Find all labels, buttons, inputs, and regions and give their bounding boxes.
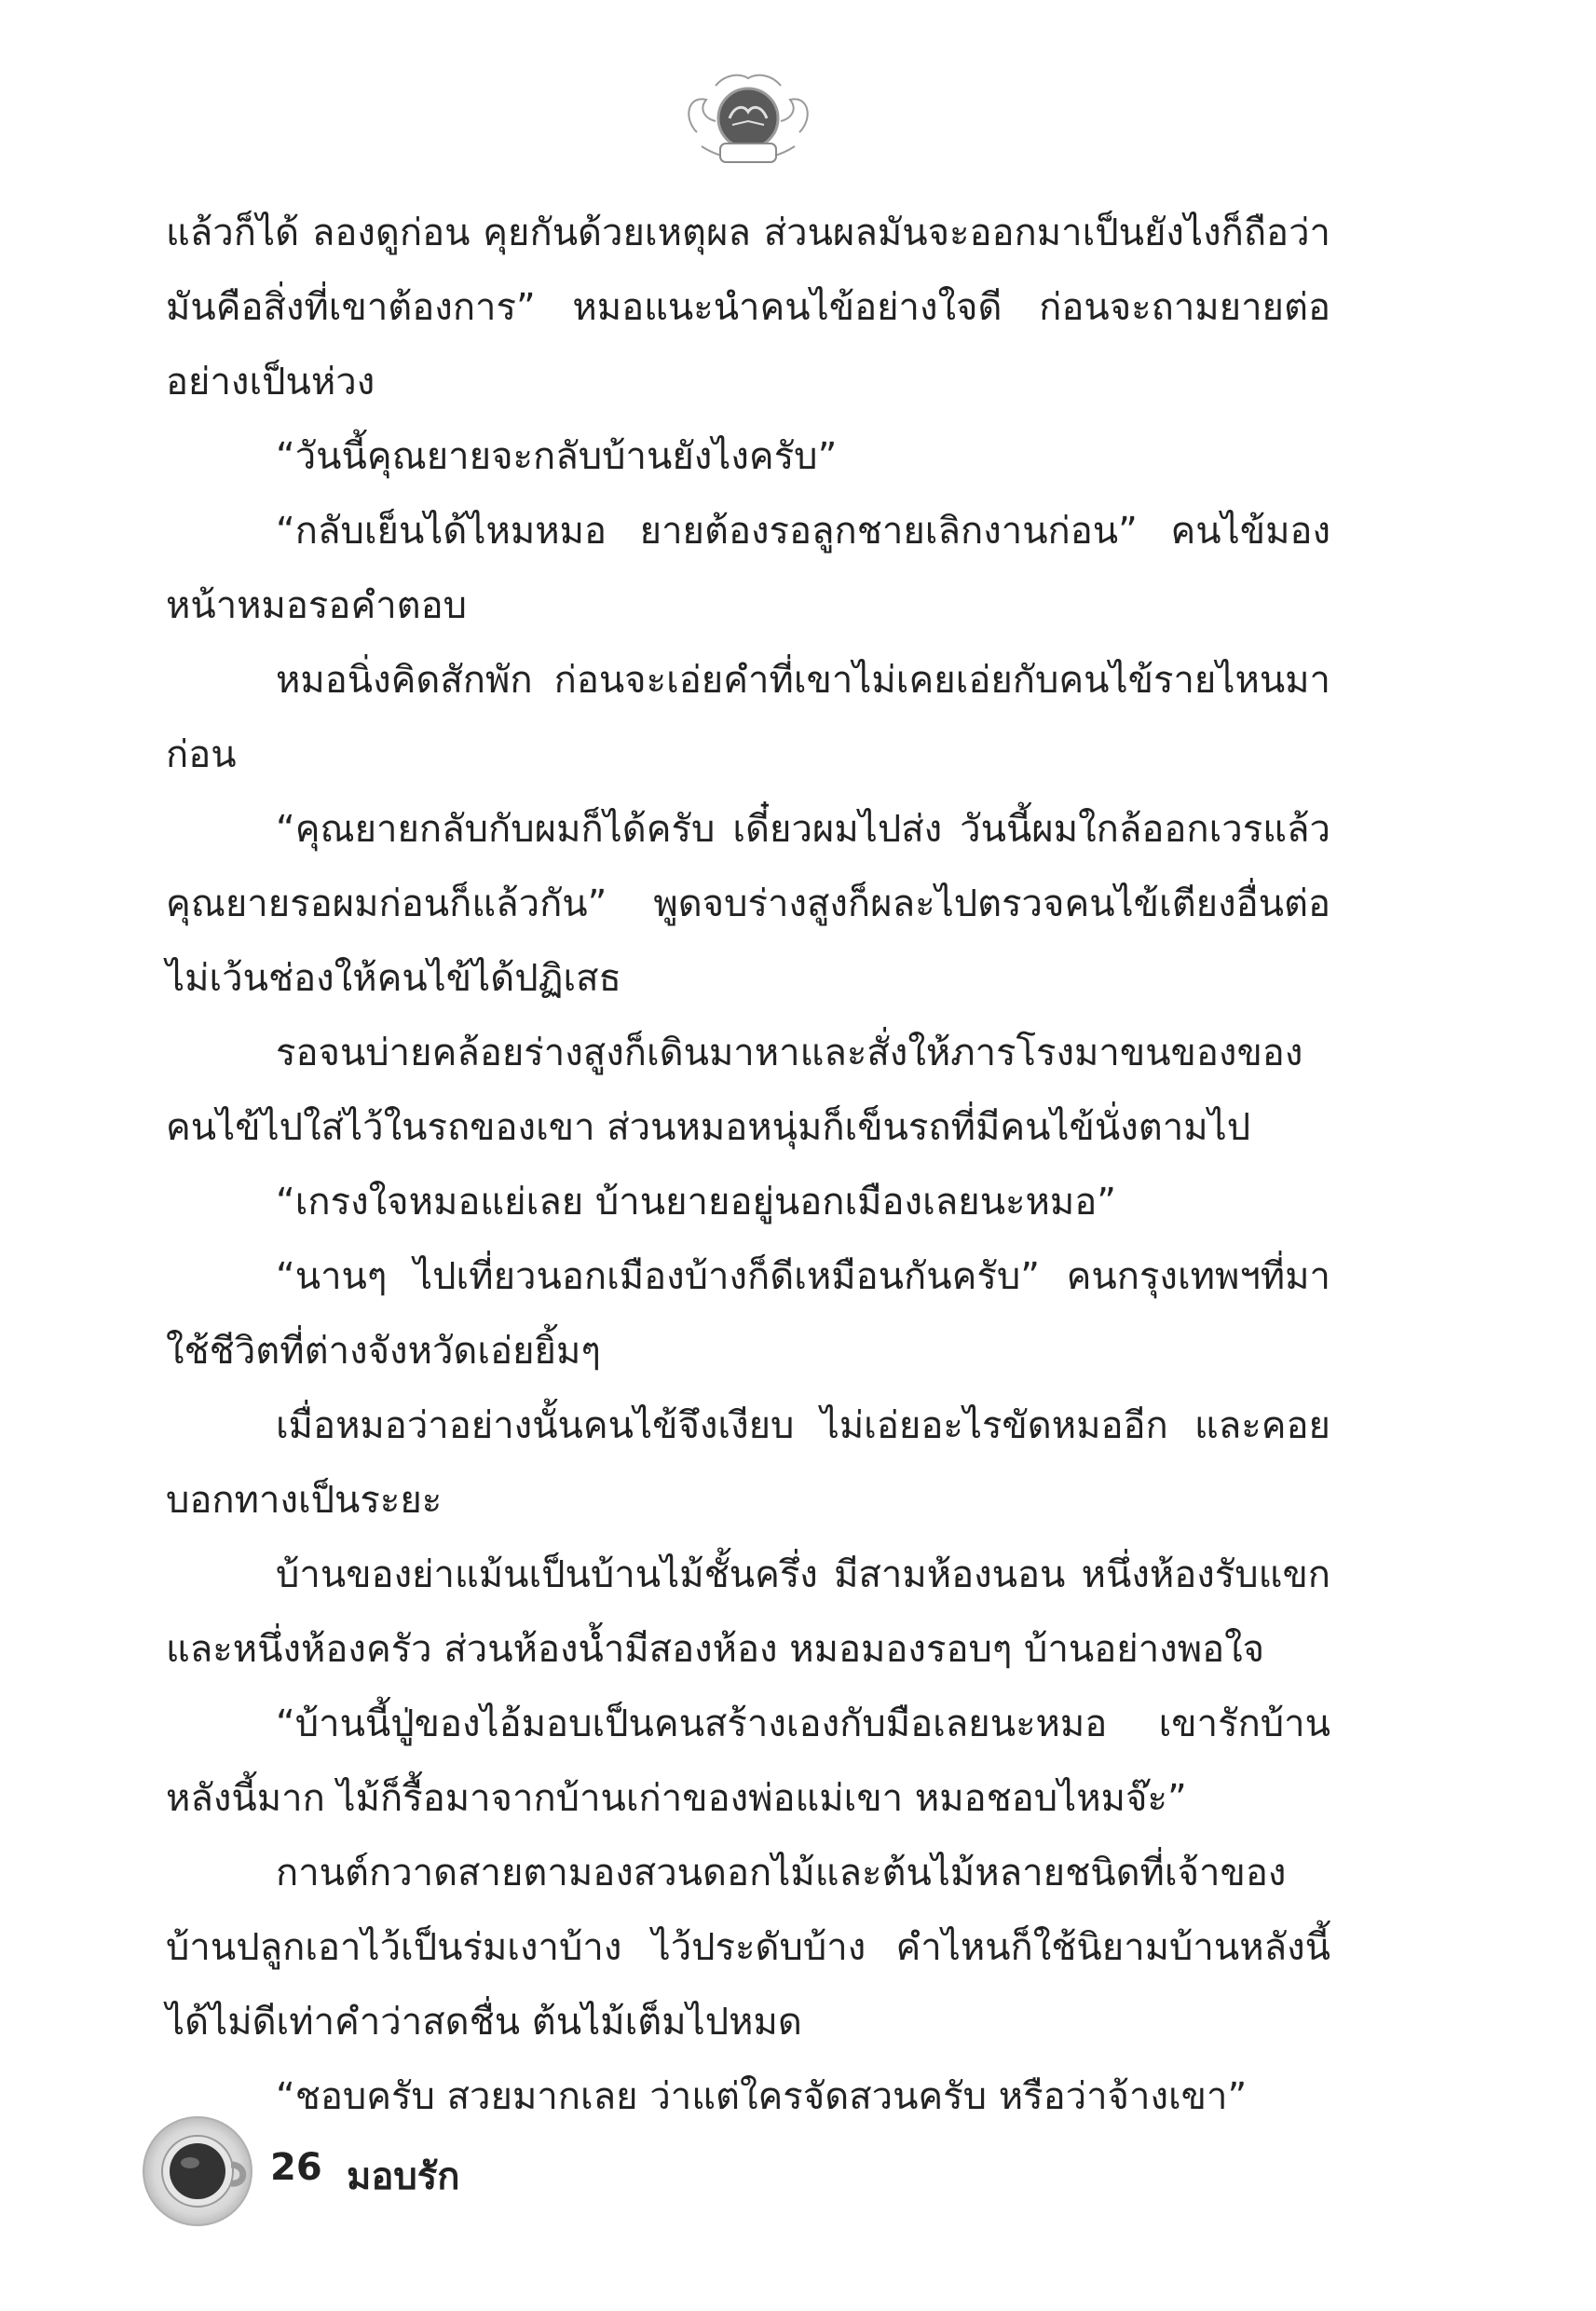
paragraph: บ้านของย่าแม้นเป็นบ้านไม้ชั้นครึ่ง มีสามห้องนอน หนึ่งห้องรับแขกและหนึ่งห้องครัว ส่วนห้องน้ำมีสองห้อง หมอมองรอบๆ บ้านอย่างพอใจ (166, 1553, 1330, 1671)
floral-book-emblem-icon (678, 67, 818, 170)
body-text (166, 196, 1330, 2134)
page-footer (140, 2111, 699, 2241)
page-number: 26 (270, 2146, 322, 2189)
book-title: มอบรัก (347, 2155, 460, 2198)
paragraph: “กลับเย็นได้ไหมหมอ ยายต้องรอลูกชายเลิกงานก่อน” คนไข้มองหน้าหมอรอคำตอบ (166, 510, 1330, 627)
paragraph: หมอนิ่งคิดสักพัก ก่อนจะเอ่ยคำที่เขาไม่เคยเอ่ยกับคนไข้รายไหนมาก่อน (166, 659, 1330, 776)
paragraph: กานต์กวาดสายตามองสวนดอกไม้และต้นไม้หลายชนิดที่เจ้าของบ้านปลูกเอาไว้เป็นร่มเงาบ้าง ไว้ประดับบ้าง คำไหนก็ใช้นิยามบ้านหลังนี้ได้ไม่ดีเท่าคำว่าสดชื่น ต้นไม้เต็มไปหมด (166, 1852, 1330, 2044)
paragraph: “เกรงใจหมอแย่เลย บ้านยายอยู่นอกเมืองเลยนะหมอ” (276, 1181, 1117, 1224)
coffee-cup-icon (140, 2111, 261, 2232)
paragraph: “ชอบครับ สวยมากเลย ว่าแต่ใครจัดสวนครับ หรือว่าจ้างเขา” (276, 2075, 1248, 2118)
paragraph: เมื่อหมอว่าอย่างนั้นคนไข้จึงเงียบ ไม่เอ่ยอะไรขัดหมออีก และคอยบอกทางเป็นระยะ (166, 1404, 1330, 1522)
paragraph: “วันนี้คุณยายจะกลับบ้านยังไงครับ” (276, 435, 838, 478)
paragraph: “บ้านนี้ปู่ของไอ้มอบเป็นคนสร้างเองกับมือเลยนะหมอ เขารักบ้านหลังนี้มาก ไม้ก็รื้อมาจากบ้านเก่าของพ่อแม่เขา หมอชอบไหมจ๊ะ” (166, 1702, 1330, 1820)
paragraph: “นานๆ ไปเที่ยวนอกเมืองบ้างก็ดีเหมือนกันครับ” คนกรุงเทพฯที่มาใช้ชีวิตที่ต่างจังหวัดเอ่ยยิ้มๆ (166, 1255, 1330, 1373)
paragraph: “คุณยายกลับกับผมก็ได้ครับ เดี๋ยวผมไปส่ง วันนี้ผมใกล้ออกเวรแล้ว คุณยายรอผมก่อนก็แล้วกัน” พูดจบร่างสูงก็ผละไปตรวจคนไข้เตียงอื่นต่อ ไม่เว้นช่องให้คนไข้ได้ปฏิเสธ (166, 808, 1330, 1000)
paragraph: แล้วก็ได้ ลองดูก่อน คุยกันด้วยเหตุผล ส่วนผลมันจะออกมาเป็นยังไงก็ถือว่ามันคือสิ่งที่เขาต้องการ” หมอแนะนำคนไข้อย่างใจดี ก่อนจะถามยายต่ออย่างเป็นห่วง (166, 212, 1330, 403)
paragraph: รอจนบ่ายคล้อยร่างสูงก็เดินมาหาและสั่งให้ภารโรงมาขนของของคนไข้ไปใส่ไว้ในรถของเขา ส่วนหมอหนุ่มก็เข็นรถที่มีคนไข้นั่งตามไป (166, 1032, 1303, 1149)
